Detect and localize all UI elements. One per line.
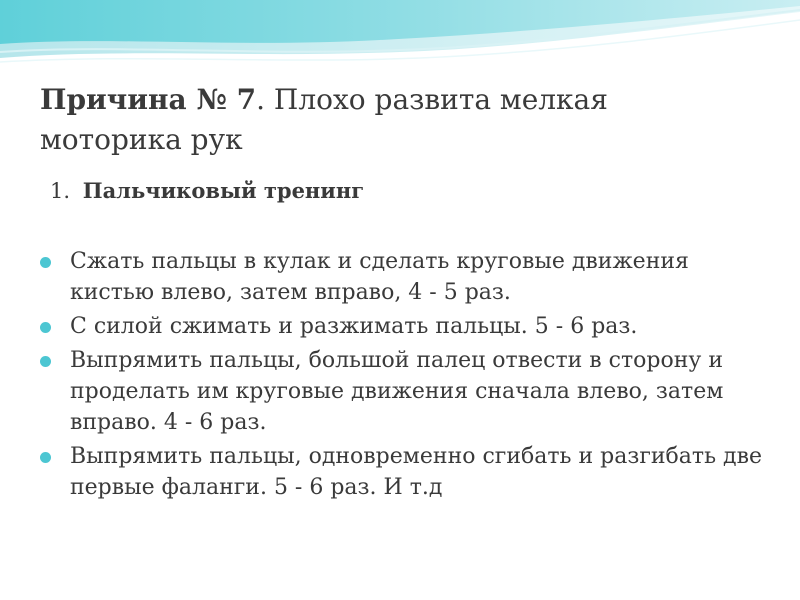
list-item	[38, 311, 768, 342]
bullet-dot-icon	[40, 322, 51, 333]
wave-decoration	[0, 0, 800, 80]
list-item-text: Сжать пальцы в кулак и сделать круговые движения кистью влево, затем вправо, 4 - 5 раз.	[70, 249, 689, 305]
list-item-text: С силой сжимать и разжимать пальцы. 5 - 6 раз.	[70, 314, 638, 339]
exercise-list	[38, 246, 768, 506]
list-item-text: Выпрямить пальцы, одновременно сгибать и разгибать две первые фаланги. 5 - 6 раз. И т.д	[70, 444, 762, 500]
section-subheading	[50, 176, 364, 206]
list-item	[38, 345, 768, 438]
list-item-text: Выпрямить пальцы, большой палец отвести в сторону и проделать им круговые движения сначала влево, затем вправо. 4 - 6 раз.	[70, 348, 724, 435]
bullet-dot-icon	[40, 356, 51, 367]
list-item	[38, 441, 768, 503]
bullet-dot-icon	[40, 452, 51, 463]
bullet-dot-icon	[40, 257, 51, 268]
subheading-label: Пальчиковый тренинг	[82, 178, 365, 203]
subheading-number: 1.	[50, 179, 71, 203]
title-rest-text: . Плохо развита мелкая моторика рук	[40, 83, 608, 156]
list-item	[38, 246, 768, 308]
title-strong-text: Причина № 7	[40, 83, 257, 116]
slide-title	[40, 80, 740, 160]
